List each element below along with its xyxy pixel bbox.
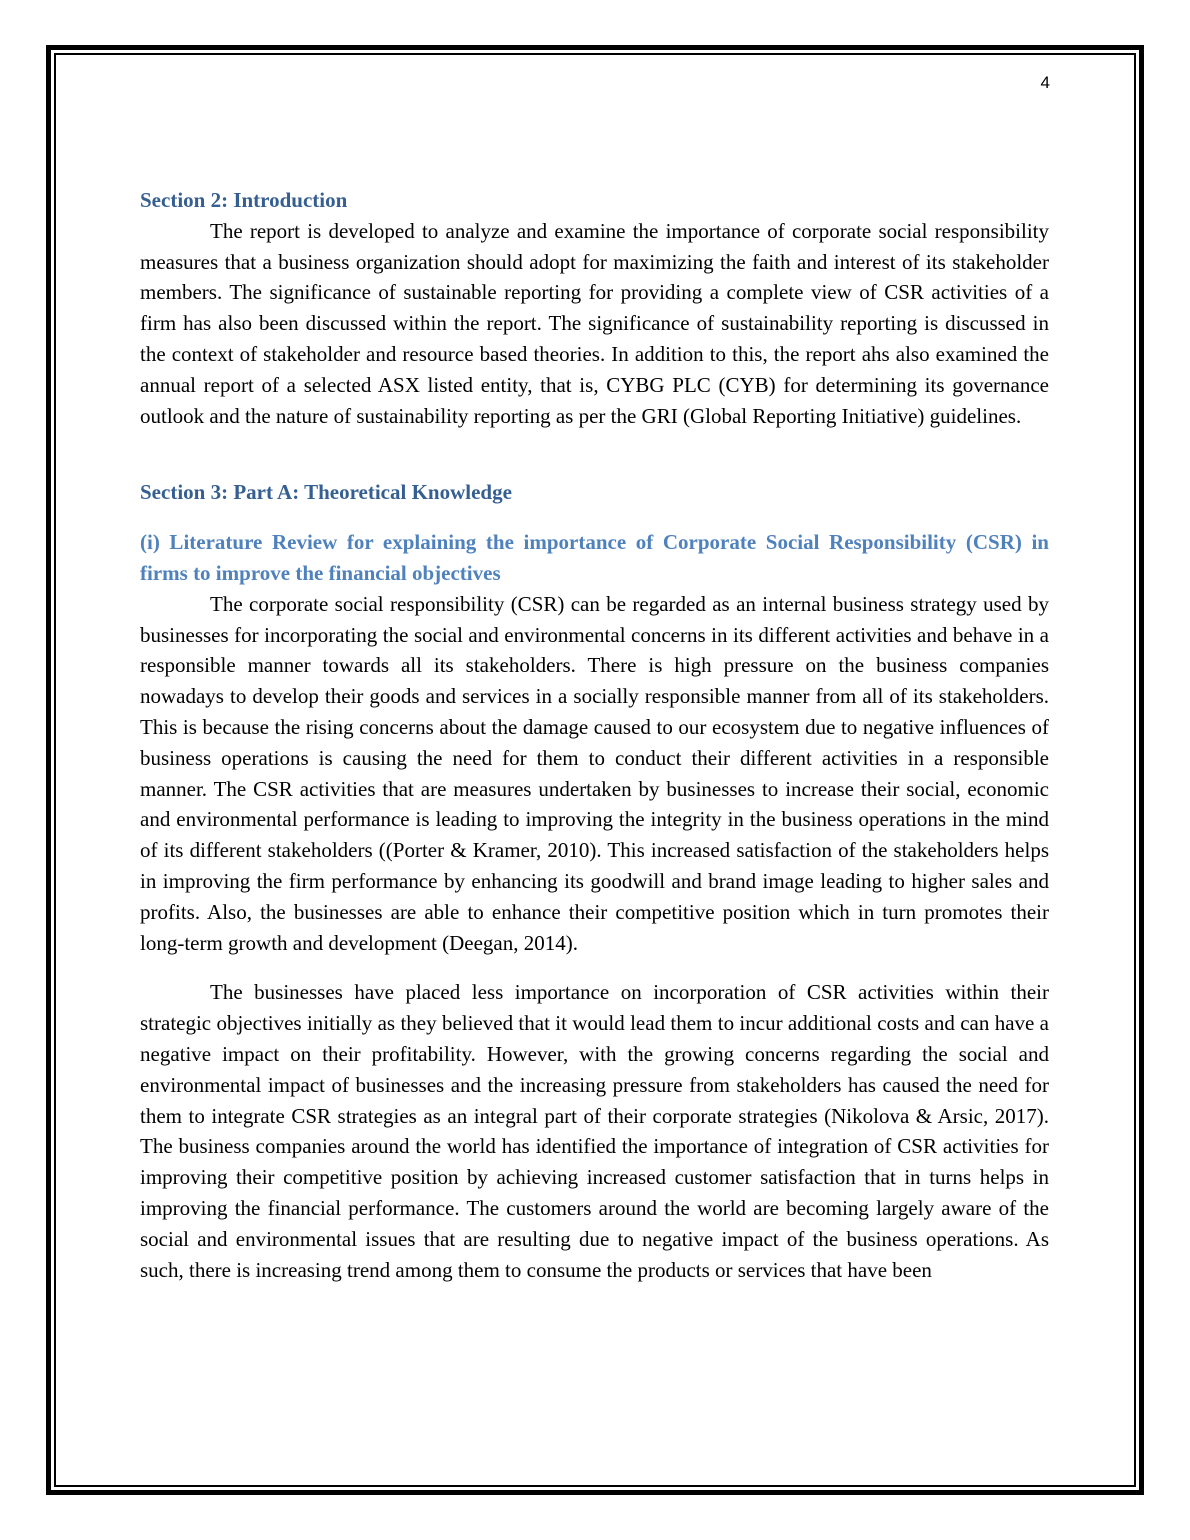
spacer bbox=[140, 431, 1049, 477]
page-number: 4 bbox=[1040, 73, 1050, 92]
literature-paragraph-2: The businesses have placed less importance on incorporation of CSR activities within their strategic objectives initially as they believed that it would lead them to incur additional costs and can have a negative impact on their profitability. However, with the growing concerns regarding the social and environmental impact of businesses and the increasing pressure from stakeholders has caused the need for them to integrate CSR strategies as an integral part of their corporate strategies (Nikolova & Arsic, 2017). The business companies around the world has identified the importance of integration of CSR activities for improving their competitive position by achieving increased customer satisfaction that in turns helps in improving the financial performance. The customers around the world are becoming largely aware of the social and environmental issues that are resulting due to negative impact of the business operations. As such, there is increasing trend among them to consume the products or services that have been bbox=[140, 980, 1049, 1282]
spacer bbox=[140, 958, 1049, 977]
section-3-heading: Section 3: Part A: Theoretical Knowledge bbox=[140, 480, 512, 505]
section-2-heading: Section 2: Introduction bbox=[140, 188, 348, 212]
literature-review-subheading: (i) Literature Review for explaining the importance of Corporate Social Responsibility (CSR) in firms to improve the financial objectives bbox=[140, 530, 1049, 585]
introduction-paragraph: The report is developed to analyze and examine the importance of corporate social responsibility measures that a business organization should adopt for maximizing the faith and interest of its stakeholder members. The significance of sustainable reporting for providing a complete view of CSR activities of a firm has also been discussed within the report. The significance of sustainability reporting is discussed in the context of stakeholder and resource based theories. In addition to this, the report ahs also examined the annual report of a selected ASX listed entity, that is, CYBG PLC (CYB) for determining its governance outlook and the nature of sustainability reporting as per the GRI (Global Reporting Initiative) guidelines. bbox=[140, 218, 1049, 428]
spacer bbox=[140, 508, 1049, 527]
literature-paragraph-1: The corporate social responsibility (CSR) can be regarded as an internal business strategy used by businesses for incorporating the social and environmental concerns in its different activities and behave in a responsible manner towards all its stakeholders. There is high pressure on the business companies nowadays to develop their goods and services in a socially responsible manner from all of its stakeholders. This is because the rising concerns about the damage caused to our ecosystem due to negative influences of business operations is causing the need for them to conduct their different activities in a responsible manner. The CSR activities that are measures undertaken by businesses to increase their social, economic and environmental performance is leading to improving the integrity in the business operations in the mind of its different stakeholders ((Porter & Kramer, 2010). This increased satisfaction of the stakeholders helps in improving the firm performance by enhancing its goodwill and brand image leading to higher sales and profits. Also, the businesses are able to enhance their competitive position which in turn promotes their long-term growth and development (Deegan, 2014). bbox=[140, 591, 1049, 955]
document-body bbox=[140, 185, 1049, 1285]
